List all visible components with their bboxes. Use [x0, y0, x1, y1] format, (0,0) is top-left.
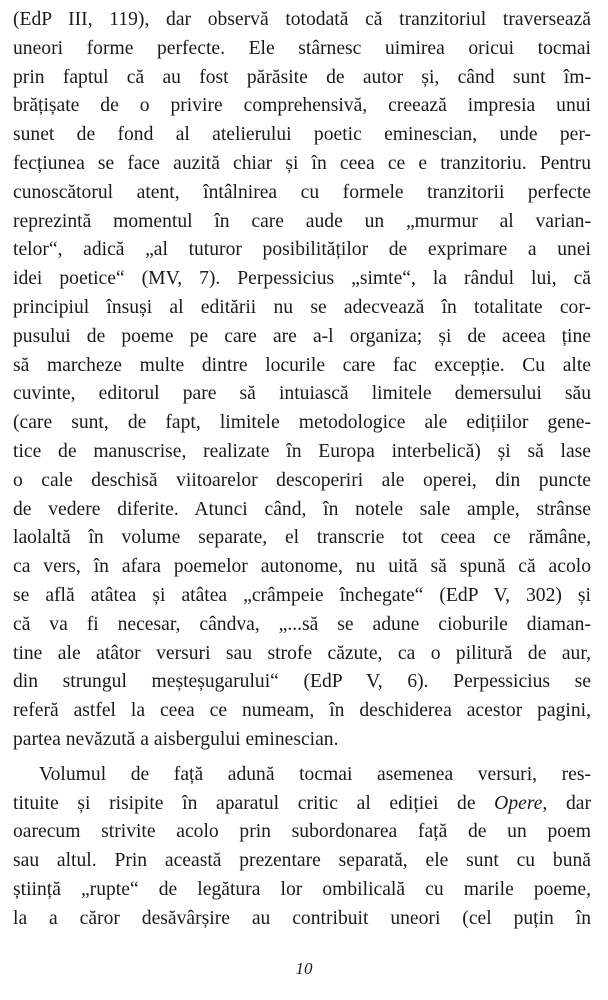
text-line: tice de manuscrise, realizate în Europa interbelică) și să lase: [13, 440, 591, 462]
text-line: de vedere diferite. Atunci când, în notele sale ample, strânse: [13, 498, 591, 520]
text-line-with-title: [13, 790, 591, 819]
text-line: pusului de poeme pe care are a-l organiza; și de aceea ține: [13, 325, 591, 347]
text-line: laolaltă în volume separate, el transcrie tot ceea ce rămâne,: [13, 527, 591, 549]
text-line: prin faptul că au fost părăsite de autor și, când sunt îm-: [13, 66, 591, 88]
text-line: idei poetice“ (MV, 7). Perpessicius „simte“, la rândul lui, că: [13, 268, 591, 290]
text-line: sunet de fond al atelierului poetic eminescian, unde per-: [13, 124, 591, 146]
paragraph-2: [13, 761, 591, 934]
text-line: Volumul de față adună tocmai asemenea versuri, res-: [39, 763, 591, 785]
text-line: ca vers, în afara poemelor autonome, nu uită să spună că acolo: [13, 556, 591, 578]
text-line: cuvinte, editorul pare să intuiască limitele demersului său: [13, 383, 591, 405]
text-run: tituite și risipite în aparatul critic al ediției de: [13, 792, 495, 814]
text-line: la a căror desăvârșire au contribuit uneori (cel puțin în: [13, 907, 591, 929]
text-line: se află atâtea și atâtea „crâmpeie închegate“ (EdP V, 302) și: [13, 584, 591, 606]
text-line: (EdP III, 119), dar observă totodată că tranzitoriul traversează: [13, 9, 591, 30]
text-line: cunoscătorul atent, întâlnirea cu formele tranzitorii perfecte: [13, 181, 591, 203]
page-number: 10: [295, 959, 313, 978]
text-line: referă astfel la ceea ce numeam, în deschiderea acestor pagini,: [13, 700, 591, 722]
text-line: o cale deschisă viitoarelor descoperiri ale operei, din puncte: [13, 469, 591, 491]
text-line: partea nevăzută a aisbergului eminescian.: [13, 728, 339, 750]
text-line: din strungul meșteșugarului“ (EdP V, 6). Perpessicius se: [13, 671, 591, 693]
text-line: sau altul. Prin această prezentare separată, ele sunt cu bună: [13, 850, 591, 872]
text-run: , dar: [542, 792, 591, 814]
text-line: brățișate de o privire comprehensivă, creează impresia unui: [13, 95, 591, 117]
text-line: știință „rupte“ de legătura lor ombilicală cu marile poeme,: [13, 878, 591, 900]
text-line: fecțiunea se face auzită chiar și în ceea ce e tranzitoriu. Pentru: [13, 152, 591, 174]
text-line: să marcheze multe dintre locurile care fac excepție. Cu alte: [13, 354, 591, 376]
text-line: uneori forme perfecte. Ele stârnesc uimirea oricui tocmai: [13, 37, 591, 59]
text-line: reprezintă momentul în care aude un „murmur al varian-: [13, 210, 591, 232]
text-line: oarecum strivite acolo prin subordonarea față de un poem: [13, 821, 591, 843]
text-line: telor“, adică „al tuturor posibilităților de exprimare a unei: [13, 239, 591, 261]
text-line: tine ale atâtor versuri sau strofe căzute, ca o pilitură de aur,: [13, 642, 591, 664]
text-line: că va fi necesar, cândva, „...să se adune cioburile diaman-: [13, 613, 591, 635]
text-line: principiul însuși al editării nu se adecvează în totalitate cor-: [13, 296, 591, 318]
page-body: [13, 6, 591, 934]
paragraph-1: [13, 6, 591, 755]
book-title: Opere: [494, 792, 543, 814]
text-line: (care sunt, de fapt, limitele metodologice ale edițiilor gene-: [13, 412, 591, 434]
